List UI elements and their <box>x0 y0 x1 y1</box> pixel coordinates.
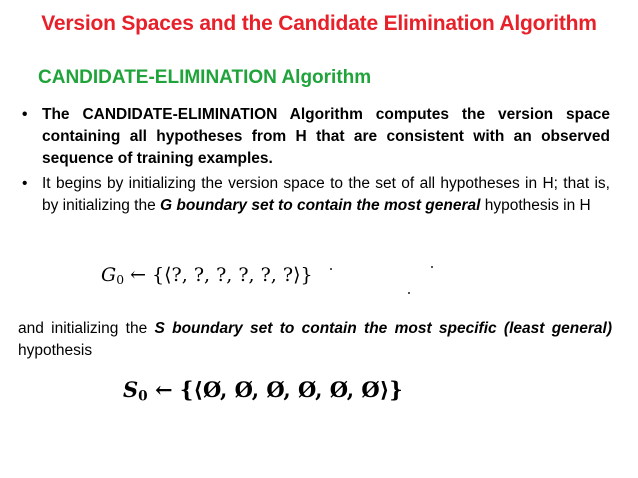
speck <box>431 266 433 268</box>
bullet-emphasis: G boundary set to contain the most general <box>160 197 481 214</box>
paragraph-emphasis: S boundary set to contain the most specific (least general) <box>154 320 612 337</box>
paragraph <box>18 318 612 362</box>
bullet-dot-icon: • <box>22 175 28 192</box>
g0-formula <box>101 264 313 287</box>
g0-subscript: 0 <box>116 273 125 288</box>
bullet-item <box>22 104 610 170</box>
bullet-text-tail: hypothesis in H <box>480 197 591 214</box>
bullet-dot-icon: • <box>22 106 28 123</box>
paragraph-text: and initializing the <box>18 320 155 337</box>
speck <box>408 292 410 294</box>
s0-subscript: 0 <box>138 388 148 405</box>
g0-symbol: G <box>101 264 117 286</box>
bullet-list <box>22 104 610 232</box>
bullet-text: The CANDIDATE-ELIMINATION Algorithm computes the version space containing all hypotheses from H that are consistent with an observed sequence of training examples. <box>42 106 610 167</box>
bullet-text: It begins by initializing the version space to the set of all hypotheses in H; that is, by initializing the <box>42 175 610 214</box>
g0-expression: ← {⟨?, ?, ?, ?, ?, ?⟩} <box>130 264 313 286</box>
s0-expression: ← {⟨Ø, Ø, Ø, Ø, Ø, Ø⟩} <box>154 377 403 402</box>
paragraph-text-tail: hypothesis <box>18 342 93 359</box>
slide-title: Version Spaces and the Candidate Elimination Algorithm <box>41 12 597 35</box>
speck <box>330 268 332 270</box>
s0-symbol: S <box>123 377 139 402</box>
bullet-item <box>22 173 610 229</box>
s0-formula <box>123 377 403 404</box>
section-subtitle: CANDIDATE-ELIMINATION Algorithm <box>38 67 372 88</box>
